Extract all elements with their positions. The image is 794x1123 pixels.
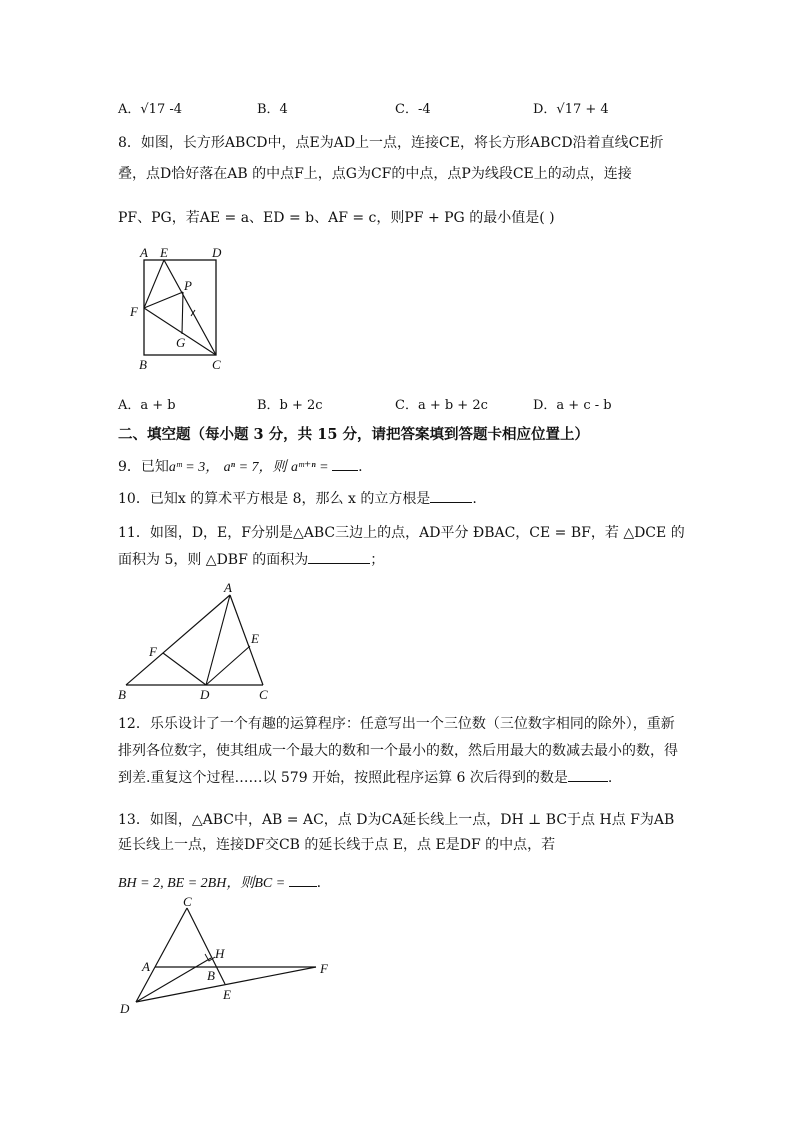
section-title: 二、填空题（每小题 3 分，共 15 分，请把答案填到答题卡相应位置上） xyxy=(118,426,589,443)
line-ba xyxy=(126,595,230,685)
label-e: E xyxy=(223,987,231,1002)
q8-text-line2: 叠，点D恰好落在AB 的中点F上，点G为CF的中点，点P为线段CE上的动点，连接 xyxy=(118,166,632,182)
label-g: G xyxy=(176,335,186,350)
answer-blank xyxy=(568,767,608,782)
answer-blank xyxy=(332,456,358,471)
line-ce xyxy=(164,260,216,355)
label-d: D xyxy=(120,1001,130,1016)
label-h: H xyxy=(215,946,225,961)
line-de xyxy=(206,646,250,685)
q7-option-d: D．√17 + 4 xyxy=(533,102,609,117)
q8-option-a: A．a + b xyxy=(118,398,176,413)
q13-triangle-figure xyxy=(114,897,344,1019)
line-pg xyxy=(182,292,183,334)
q13-text-line1: 13．如图，△ABC中，AB = AC，点 D为CA延长线上一点，DH ⊥ BC于点 H点 F为AB xyxy=(118,812,675,828)
label-d: D xyxy=(212,245,222,260)
label-c: C xyxy=(212,357,221,372)
q8-option-d: D．a + c - b xyxy=(533,398,612,413)
label-a: A xyxy=(224,580,232,595)
label-a: A xyxy=(142,959,150,974)
q8-rectangle-figure xyxy=(124,244,234,372)
q12-text-line3: 到差.重复这个过程……以 579 开始，按照此程序运算 6 次后得到的数是 . xyxy=(118,767,612,788)
label-b: B xyxy=(118,687,126,702)
q12-text-line2: 排列各位数字，使其组成一个最大的数和一个最小的数，然后用最大的数减去最小的数，得 xyxy=(118,743,678,759)
q11-triangle-figure xyxy=(114,578,284,704)
label-f: F xyxy=(130,304,138,319)
q7-option-a: A．√17 -4 xyxy=(118,102,183,117)
q11-text-line1: 11．如图，D，E，F分别是△ABC三边上的点，AD平分 ÐBAC，CE = BF，若 △DCE 的 xyxy=(118,525,685,541)
q7-option-c: C．-4 xyxy=(395,102,431,117)
q13-text-line3: BH = 2, BE = 2BH，则BC = . xyxy=(118,872,321,894)
label-f: F xyxy=(149,644,157,659)
q8-text-line1: 8．如图，长方形ABCD中，点E为AD上一点，连接CE，将长方形ABCD沿着直线CE折 xyxy=(118,135,664,151)
label-f: F xyxy=(320,961,328,976)
label-p: P xyxy=(184,278,192,293)
q13-text-line2: 延长线上一点，连接DF交CB 的延长线于点 E，点 E是DF 的中点，若 xyxy=(118,837,556,853)
label-b: B xyxy=(139,357,147,372)
q12-text-line1: 12．乐乐设计了一个有趣的运算程序：任意写出一个三位数（三位数字相同的除外），重新 xyxy=(118,716,675,732)
label-c: C xyxy=(259,687,268,702)
label-c: C xyxy=(183,897,192,909)
q11-text-line2: 面积为 5，则 △DBF 的面积为 ； xyxy=(118,549,384,570)
q9-text: 9．已知aᵐ = 3， aⁿ = 7，则 aᵐ⁺ⁿ = . xyxy=(118,456,363,478)
line-ca xyxy=(155,908,187,967)
label-b: B xyxy=(207,968,215,983)
label-e: E xyxy=(251,631,259,646)
q8-option-c: C．a + b + 2c xyxy=(395,398,488,413)
label-e: E xyxy=(160,245,168,260)
line-fd xyxy=(163,653,206,685)
q8-text-line3: PF、PG，若AE = a、ED = b、AF = c，则PF + PG 的最小值是( ) xyxy=(118,210,555,226)
answer-blank xyxy=(430,488,472,503)
q7-option-b: B．4 xyxy=(257,102,288,117)
label-d: D xyxy=(200,687,210,702)
answer-blank xyxy=(308,549,370,564)
q10-text: 10．已知x 的算术平方根是 8，那么 x 的立方根是 . xyxy=(118,488,477,509)
answer-blank xyxy=(289,872,317,887)
q8-option-b: B．b + 2c xyxy=(257,398,323,413)
label-a: A xyxy=(140,245,148,260)
line-ad xyxy=(206,595,230,685)
